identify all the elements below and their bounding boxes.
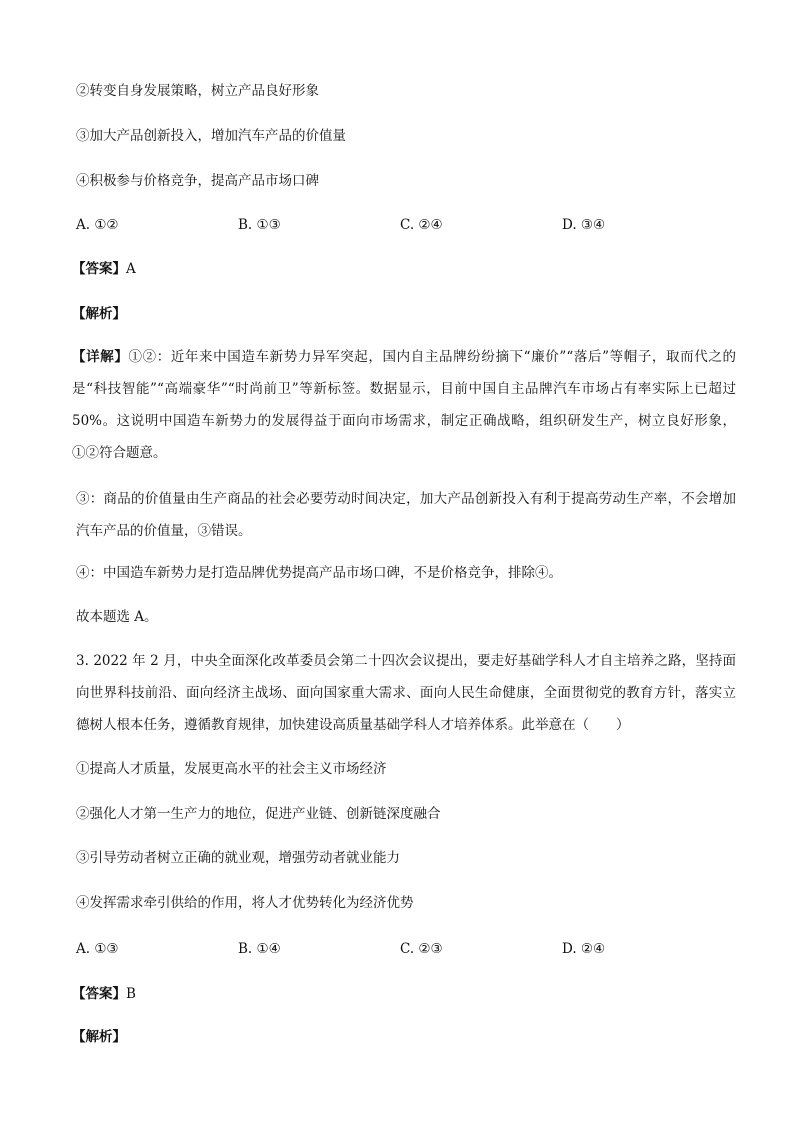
- q2-choice-c: C. ②④: [400, 217, 443, 233]
- q3-choices: [76, 938, 736, 960]
- q3-option-4: ④发挥需求牵引供给的作用，将人才优势转化为经济优势: [76, 895, 414, 911]
- analysis-label: 【解析】: [72, 1029, 126, 1045]
- answer-label: 【答案】: [72, 986, 126, 1002]
- q2-choice-b: B. ①③: [238, 217, 281, 233]
- answer-value: B: [126, 986, 136, 1002]
- q2-detail-paragraph-2: ③：商品的价值量由生产商品的社会必要劳动时间决定，加大产品创新投入有利于提高劳动生产率，不会增加汽车产品的价值量，③错误。: [76, 491, 736, 539]
- q3-option-3: ③引导劳动者树立正确的就业观，增强劳动者就业能力: [76, 850, 400, 866]
- q2-choice-d: D. ③④: [562, 217, 606, 233]
- q3-analysis-heading: [72, 1026, 732, 1048]
- detail-text: ①②：近年来中国造车新势力异军突起，国内自主品牌纷纷摘下“廉价”“落后”等帽子，取而代之的是“科技智能”“高端豪华”“时尚前卫”等新标签。数据显示，目前中国自主品牌汽车市场占有率实际上已超过 50%。这说明中国造车新势力的发展得益于面向市场需求，制定正确战略，组织研发生产，树立良好形象，①②符合题意。: [72, 349, 737, 461]
- q3-stem: 3. 2022 年 2 月，中央全面深化改革委员会第二十四次会议提出，要走好基础学科人才自主培养之路，坚持面向世界科技前沿、面向经济主战场、面向国家重大需求、面向人民生命健康，全面贯彻党的教育方针，落实立德树人根本任务，遵循教育规律，加快建设高质量基础学科人才培养体系。此举意在（ ）: [76, 653, 736, 733]
- answer-label: 【答案】: [72, 261, 126, 277]
- q2-choice-a: A. ①②: [76, 217, 119, 233]
- q3-answer: [72, 983, 732, 1005]
- q2-answer: [72, 258, 732, 280]
- q2-conclusion: 故本题选 A。: [76, 609, 158, 625]
- q2-choices: [76, 214, 736, 236]
- analysis-label: 【解析】: [72, 306, 126, 322]
- q3-option-2: ②强化人才第一生产力的地位，促进产业链、创新链深度融合: [76, 806, 441, 822]
- q2-analysis-heading: [72, 303, 732, 325]
- detail-label: 【详解】: [72, 349, 129, 365]
- q2-option-2: ②转变自身发展策略，树立产品良好形象: [76, 83, 319, 99]
- q3-choice-c: C. ②③: [400, 941, 443, 957]
- answer-value: A: [126, 261, 136, 277]
- q2-option-4: ④积极参与价格竞争，提高产品市场口碑: [76, 173, 319, 189]
- q2-detail-paragraph-1: [72, 341, 736, 469]
- q2-detail-paragraph-3: ④：中国造车新势力是打造品牌优势提高产品市场口碑，不是价格竞争，排除④。: [76, 565, 562, 581]
- q3-choice-d: D. ②④: [562, 941, 606, 957]
- q3-option-1: ①提高人才质量，发展更高水平的社会主义市场经济: [76, 761, 387, 777]
- q3-choice-a: A. ①③: [76, 941, 119, 957]
- q2-option-3: ③加大产品创新投入，增加汽车产品的价值量: [76, 128, 346, 144]
- q3-choice-b: B. ①④: [238, 941, 281, 957]
